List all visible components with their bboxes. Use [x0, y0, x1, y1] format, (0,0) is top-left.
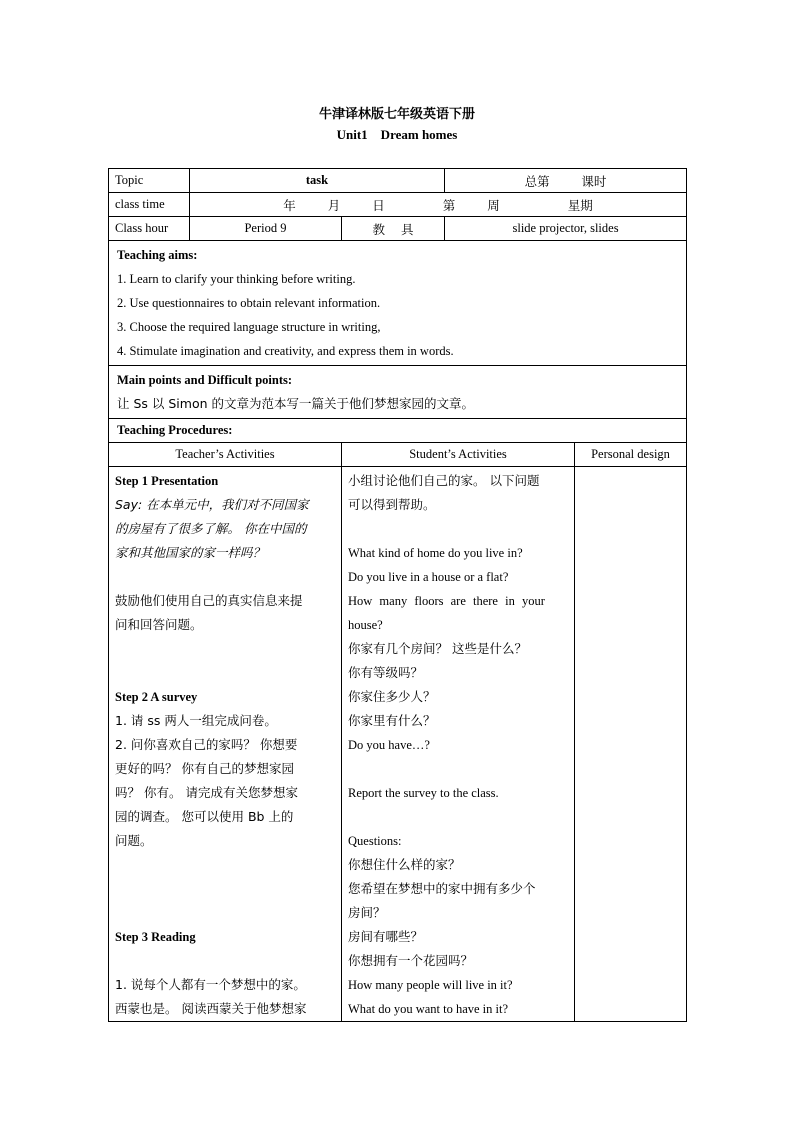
student-line: Do you live in a house or a flat? — [348, 570, 509, 584]
aim-item: 2. Use questionnaires to obtain relevant information. — [117, 296, 381, 310]
tools-label: 教 具 — [342, 217, 445, 241]
student-line: 房间有哪些？ — [348, 929, 424, 944]
year-label: 年 — [283, 197, 296, 213]
day-label: 日 — [372, 197, 385, 213]
student-column-header: Student’s Activities — [342, 443, 575, 467]
teacher-line — [115, 661, 335, 685]
teacher-line — [115, 877, 335, 901]
teacher-line: 家和其他国家的家一样吗？ — [115, 545, 266, 560]
aim-item: 4. Stimulate imagination and creativity, and express them in words. — [117, 344, 454, 358]
student-activities — [342, 467, 575, 1022]
student-line — [348, 517, 568, 541]
class-hour-row — [109, 217, 687, 241]
week-label-b: 周 — [487, 197, 500, 213]
key-points-text: 让 Ss 以 Simon 的文章为范本写一篇关于他们梦想家园的文章。 — [117, 396, 474, 411]
teacher-line: 鼓励他们使用自己的真实信息来提 — [115, 593, 303, 608]
teacher-line: 西蒙也是。 阅读西蒙关于他梦想家 — [115, 1001, 307, 1016]
student-line: 你家住多少人？ — [348, 689, 436, 704]
student-line: 你想住什么样的家？ — [348, 857, 461, 872]
teacher-line — [115, 949, 335, 973]
student-line: 你有等级吗？ — [348, 665, 424, 680]
personal-column-header: Personal design — [575, 443, 687, 467]
aim-item: 3. Choose the required language structure in writing, — [117, 320, 381, 334]
topic-value: task — [190, 169, 445, 193]
student-line: 你想拥有一个花园吗？ — [348, 953, 474, 968]
step-heading: Step 1 Presentation — [115, 474, 219, 488]
tools-value: slide projector, slides — [445, 217, 687, 241]
class-hour-label: Class hour — [109, 217, 190, 241]
class-time-value — [190, 193, 687, 217]
document-title: 牛津译林版七年级英语下册 — [318, 106, 475, 121]
topic-label: Topic — [109, 169, 190, 193]
document-subtitle: Unit1 Dream homes — [336, 127, 458, 142]
step-heading: Step 3 Reading — [115, 930, 196, 944]
procedures-body-row — [109, 467, 687, 1022]
student-line: 小组讨论他们自己的家。 以下问题 — [348, 473, 540, 488]
teacher-line: 园的调查。 您可以使用 Bb 上的 — [115, 809, 294, 824]
student-line: 您希望在梦想中的家中拥有多少个 — [348, 881, 536, 896]
teacher-line: 的房屋有了很多了解。 你在中国的 — [115, 521, 307, 536]
teaching-aims-heading: Teaching aims: — [117, 248, 198, 262]
student-line: 可以得到帮助。 — [348, 497, 436, 512]
teacher-line — [115, 901, 335, 925]
teacher-line — [115, 637, 335, 661]
procedures-column-headers — [109, 443, 687, 467]
class-time-label: class time — [109, 193, 190, 217]
student-line — [348, 757, 568, 781]
week-label-a: 第 — [442, 197, 456, 213]
teacher-line: 问题。 — [115, 833, 153, 848]
lesson-plan-table — [108, 168, 687, 1022]
student-line — [348, 805, 568, 829]
key-points-row — [109, 366, 687, 419]
student-line: Do you have…? — [348, 738, 430, 752]
student-line: 房间？ — [348, 905, 386, 920]
teacher-line: 更好的吗？ 你有自己的梦想家园 — [115, 761, 294, 776]
teacher-line: 1. 请 ss 两人一组完成问卷。 — [115, 713, 277, 728]
teacher-line — [115, 565, 335, 589]
aim-item: 1. Learn to clarify your thinking before writing. — [117, 272, 356, 286]
teacher-column-header: Teacher’s Activities — [109, 443, 342, 467]
key-points-heading: Main points and Difficult points: — [117, 373, 293, 387]
student-line: Report the survey to the class. — [348, 786, 499, 800]
teacher-activities — [109, 467, 342, 1022]
student-line: 你家里有什么？ — [348, 713, 436, 728]
class-time-row — [109, 193, 687, 217]
teacher-line: 吗？ 你有。 请完成有关您梦想家 — [115, 785, 298, 800]
teacher-line: Say: 在本单元中，我们对不同国家 — [115, 497, 309, 512]
student-line: house? — [348, 618, 383, 632]
total-lessons: 总第 课时 — [445, 169, 687, 193]
weekday-label: 星期 — [567, 197, 593, 213]
teacher-line: 问和回答问题。 — [115, 617, 203, 632]
student-line: What kind of home do you live in? — [348, 546, 523, 560]
student-line: How many floors are there in your — [348, 594, 545, 608]
teacher-line: 1. 说每个人都有一个梦想中的家。 — [115, 977, 306, 992]
student-line: Questions: — [348, 834, 402, 848]
step-heading: Step 2 A survey — [115, 690, 198, 704]
student-line: 你家有几个房间？ 这些是什么？ — [348, 641, 527, 656]
month-label: 月 — [327, 197, 341, 213]
teaching-aims-row — [109, 241, 687, 366]
teacher-line: 2. 问你喜欢自己的家吗？ 你想要 — [115, 737, 298, 752]
procedures-heading-row — [109, 419, 687, 443]
student-line: What do you want to have in it? — [348, 1002, 509, 1016]
procedures-heading: Teaching Procedures: — [109, 419, 687, 443]
personal-design — [575, 467, 687, 1022]
teacher-line — [115, 853, 335, 877]
period-value: Period 9 — [190, 217, 342, 241]
student-line: How many people will live in it? — [348, 978, 513, 992]
topic-row — [109, 169, 687, 193]
